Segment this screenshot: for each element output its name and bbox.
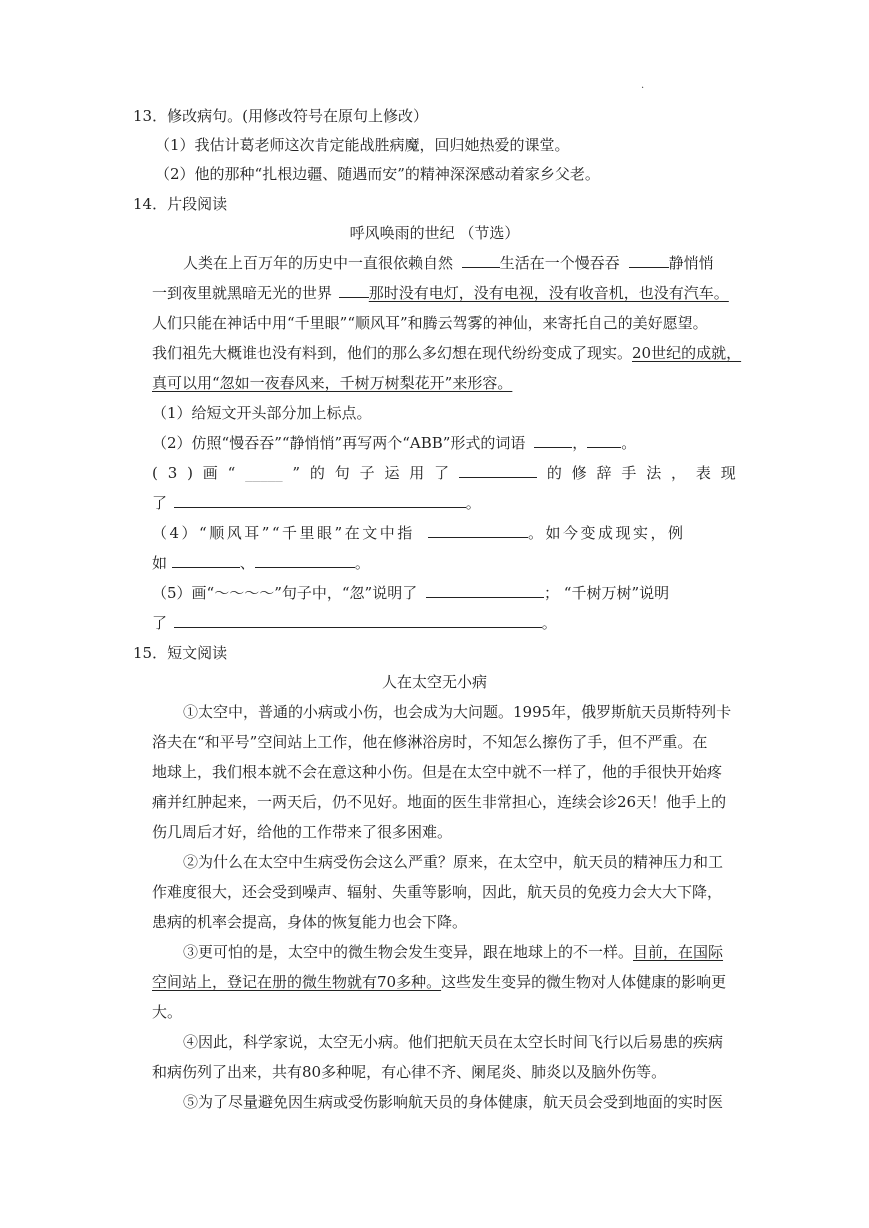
q14-passage-line-3: 人们只能在神话中用“千里眼”“顺风耳”和腾云驾雾的神仙，来寄托自己的美好愿望。 bbox=[152, 314, 708, 332]
q14-passage-line-2: 一到夜里就黑暗无光的世界 那时没有电灯，没有电视，没有收音机，也没有汽车。 bbox=[152, 284, 729, 302]
q15-passage-title: 人在太空无小病 bbox=[381, 673, 487, 691]
answer-blank[interactable] bbox=[174, 613, 542, 628]
q15-para3-line: ③更可怕的是，太空中的微生物会发生变异，跟在地球上的不一样。目前，在国际 bbox=[183, 943, 724, 961]
q14-sub-4-line-2: 如 、 。 bbox=[152, 554, 370, 572]
answer-blank[interactable] bbox=[172, 553, 240, 568]
q14-sub-2: （2）仿照“慢吞吞”“静悄悄”再写两个“ABB”形式的词语 ， 。 bbox=[152, 434, 637, 452]
q13-item-2: （2）他的那种“扎根边疆、随遇而安”的精神深深感动着家乡父老。 bbox=[155, 165, 600, 183]
q15-para2-line: 患病的机率会提高，身体的恢复能力也会下降。 bbox=[152, 913, 468, 931]
q14-sub-3-line-1: ( 3 ) 画 “ _____ ” 的 句 子 运 用 了 的 修 辞 手 法 ， 表 现 bbox=[152, 464, 736, 482]
q15-para3-line: 空间站上，登记在册的微生物就有70多种。这些发生变异的微生物对人体健康的影响更 bbox=[152, 973, 727, 991]
q14-sub-1: （1）给短文开头部分加上标点。 bbox=[152, 404, 372, 422]
q14-passage-line-5: 真可以用“忽如一夜春风来，千树万树梨花开”来形容。 bbox=[152, 374, 513, 392]
q14-sub-4-line-1: （4）“顺风耳”“千里眼”在文中指 。如今变成现实，例 bbox=[152, 524, 686, 542]
q15-para2-line: 作难度很大，还会受到噪声、辐射、失重等影响，因此，航天员的免疫力会大大下降， bbox=[152, 883, 723, 901]
answer-blank[interactable] bbox=[459, 463, 537, 478]
q13-title: 13．修改病句。(用修改符号在原句上修改） bbox=[133, 107, 428, 125]
q14-passage-line-4: 我们祖先大概谁也没有料到，他们的那么多幻想在现代纷纷变成了现实。20世纪的成就， bbox=[152, 344, 742, 362]
q14-sub-5-line-1: （5）画“～～～～”句子中，“忽”说明了 ； “千树万树”说明 bbox=[152, 584, 670, 602]
answer-blank[interactable] bbox=[174, 493, 466, 508]
q15-para1-line: 地球上，我们根本就不会在意这种小伤。但是在太空中就不一样了，他的手很快开始疼 bbox=[152, 763, 723, 781]
q15-para4-line: ④因此，科学家说，太空无小病。他们把航天员在太空长时间飞行以后易患的疾病 bbox=[183, 1033, 724, 1051]
answer-blank[interactable] bbox=[426, 583, 544, 598]
q15-para5-line: ⑤为了尽量避免因生病或受伤影响航天员的身体健康，航天员会受到地面的实时医 bbox=[183, 1093, 724, 1111]
q15-para1-line: ①太空中，普通的小病或小伤，也会成为大问题。1995年，俄罗斯航天员斯特列卡 bbox=[183, 703, 732, 721]
q13-item-1: （1）我估计葛老师这次肯定能战胜病魔，回归她热爱的课堂。 bbox=[155, 136, 570, 154]
q15-para1-line: 洛夫在“和平号”空间站上工作，他在修淋浴房时，不知怎么擦伤了手，但不严重。在 bbox=[152, 733, 708, 751]
answer-blank[interactable] bbox=[534, 433, 572, 448]
corner-mark: . bbox=[641, 80, 645, 91]
q15-para4-line: 和病伤列了出来，共有80多种呢，有心律不齐、阑尾炎、肺炎以及脑外伤等。 bbox=[152, 1063, 667, 1081]
q15-para2-line: ②为什么在太空中生病受伤会这么严重？原来，在太空中，航天员的精神压力和工 bbox=[183, 853, 724, 871]
q14-sub-5-line-2: 了 。 bbox=[152, 614, 557, 632]
q14-title: 14．片段阅读 bbox=[133, 195, 228, 213]
answer-blank[interactable] bbox=[428, 523, 528, 538]
q14-sub-3-line-2: 了 。 bbox=[152, 494, 481, 512]
q15-para1-line: 痛并红肿起来，一两天后，仍不见好。地面的医生非常担心，连续会诊26天！他手上的 bbox=[152, 793, 727, 811]
answer-blank[interactable] bbox=[587, 433, 621, 448]
q15-title: 15．短文阅读 bbox=[133, 644, 228, 662]
q15-para3-line: 大。 bbox=[152, 1003, 183, 1021]
q14-passage-title: 呼风唤雨的世纪 （节选） bbox=[349, 224, 520, 242]
q14-passage-line-1: 人类在上百万年的历史中一直很依赖自然 生活在一个慢吞吞 静悄悄 bbox=[183, 254, 714, 272]
answer-blank[interactable] bbox=[255, 553, 355, 568]
q15-para1-line: 伤几周后才好，给他的工作带来了很多困难。 bbox=[152, 823, 453, 841]
